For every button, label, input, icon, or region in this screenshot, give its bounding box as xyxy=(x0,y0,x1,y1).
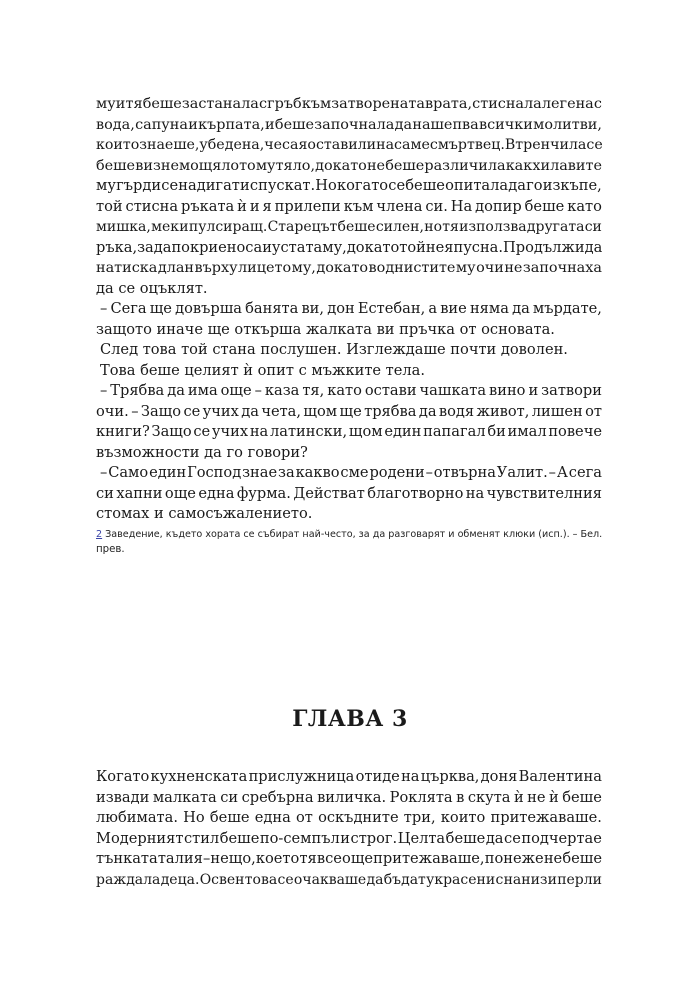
text-line: да се оцъклят. xyxy=(96,279,208,297)
text-line: Модерният стил беше по-семпъл и строг. Целта беше да се подчертае xyxy=(96,829,602,847)
text-line: Когато кухненската прислужница отиде на църква, доня Валентина xyxy=(96,768,602,785)
text-line: той стисна ръката ѝ и я прилепи към члена си. На допир беше като xyxy=(96,197,602,215)
text-line: беше в изнемощялото му тяло, докато не беше различила как хилавите xyxy=(96,157,602,174)
text-line: очи. – Защо се учих да чета, щом ще трябва да водя живот, лишен от xyxy=(96,402,602,420)
text-line: си хапни още една фурма. Действат благотворно на чувствителния xyxy=(96,484,602,502)
footnote-text-cont: прев. xyxy=(96,543,125,555)
text-line: книги? Защо се учих на латински, щом един папагал би имал повече xyxy=(96,423,602,440)
chapter-text xyxy=(96,767,602,890)
text-line: – Трябва да има още – каза тя, като остави чашката вино и затвори xyxy=(100,382,602,399)
text-line: тънката талия – нещо, което тя все още притежаваше, понеже не беше xyxy=(96,850,602,867)
footnote-text: Заведение, където хората се събират най-често, за да разговарят и обменят клюки (исп.). – Бел. xyxy=(105,528,603,540)
text-line: натиска длан върху лицето му, докато воднистите му очи не започнаха xyxy=(96,260,602,276)
text-line: защото иначе ще откърша жалката ви пръчка от основата. xyxy=(96,320,555,338)
text-line: раждала деца. Освен това се очакваше да бъдат украсени с нанизи перли xyxy=(96,871,602,888)
chapter-title: ГЛАВА 3 xyxy=(292,706,408,732)
text-line: – Само един Господ знае за какво сме родени – отвърна Уалит. – А сега xyxy=(100,464,602,481)
body-text xyxy=(96,94,602,557)
text-line: възможности да го говори? xyxy=(96,443,308,461)
text-line: които знаеше, убедена, че са я оставили насаме с мъртвец. Втренчила се xyxy=(96,137,603,153)
text-line: му гърди се надигат и спускат. Но когато се беше опитала да го изкъпе, xyxy=(96,177,602,194)
text-line: извади малката си сребърна виличка. Роклята в скута ѝ не ѝ беше xyxy=(96,788,602,806)
text-line: вода, сапуна и кърпата, и беше започнала да нашепва всички молитви, xyxy=(96,116,602,133)
text-line: – Сега ще довърша банята ви, дон Естебан, а вие няма да мърдате, xyxy=(100,300,602,317)
text-line: любимата. Но беше една от оскъдните три, които притежаваше. xyxy=(96,809,602,826)
text-line: стомах и самосъжалението. xyxy=(96,505,313,522)
footnote-marker-link[interactable]: 2 xyxy=(96,528,103,540)
text-line: ръка, за да покрие носа и устата му, докато той не я пусна. Продължи да xyxy=(96,238,603,256)
text-line: След това той стана послушен. Изглеждаше почти доволен. xyxy=(100,341,568,358)
text-line: му и тя беше застанала с гръб към затворената врата, стиснала легена с xyxy=(96,96,602,112)
footnote xyxy=(96,527,602,557)
text-line: Това беше целият ѝ опит с мъжките тела. xyxy=(100,361,425,379)
text-line: мишка, мек и пулсиращ. Старецът беше силен, но тя използва другата си xyxy=(96,219,602,235)
